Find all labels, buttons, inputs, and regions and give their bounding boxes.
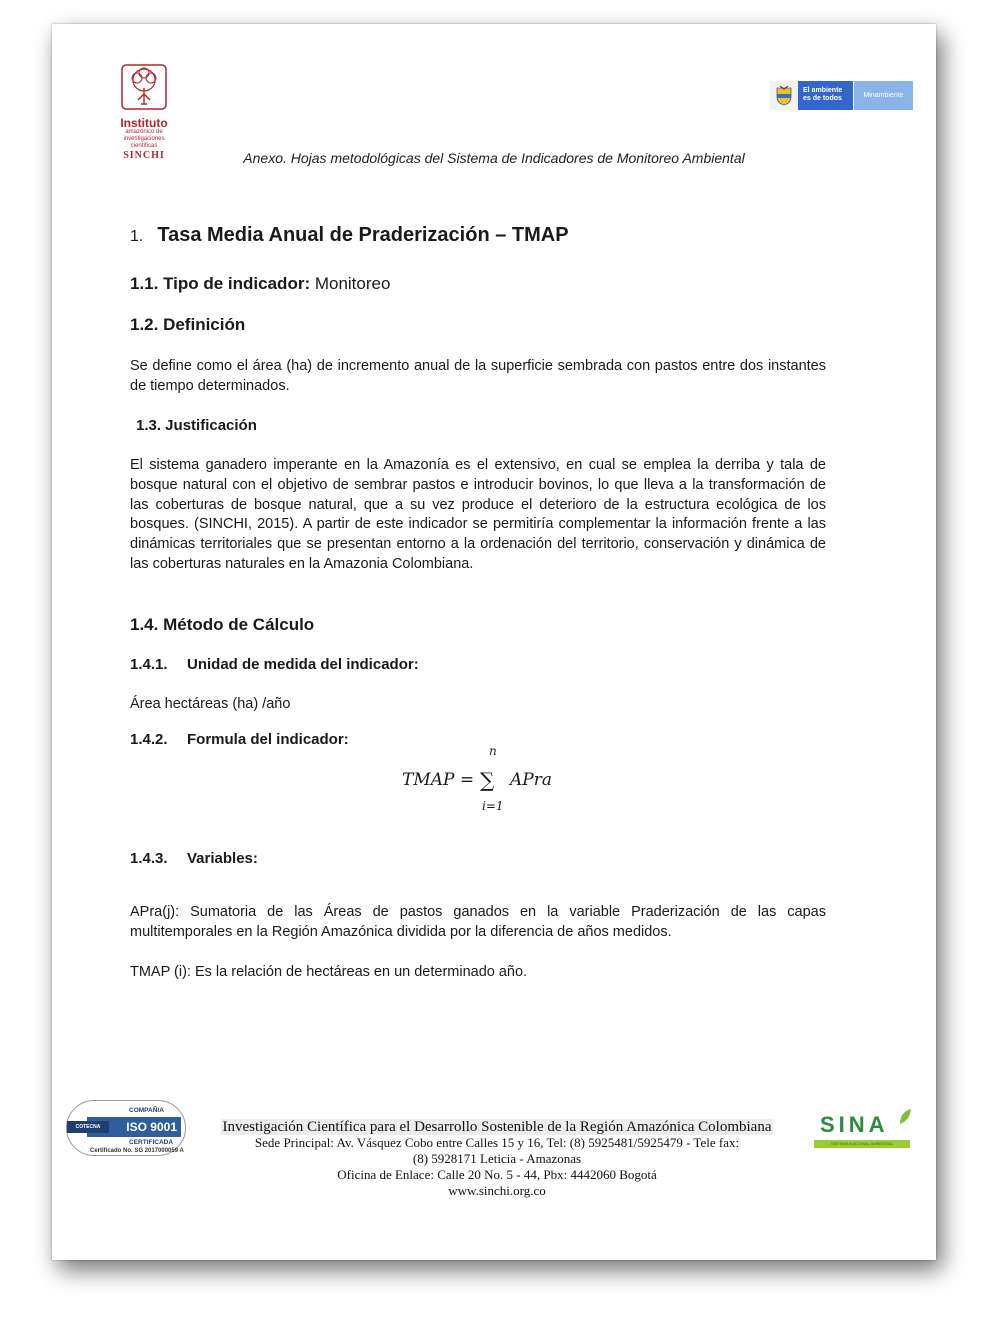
- footer-line-3: (8) 5928171 Leticia - Amazonas: [412, 1151, 582, 1166]
- section-1-4-3-title: Variables:: [187, 850, 258, 867]
- tmap-formula: [392, 744, 592, 844]
- formula-upper-limit: n: [489, 744, 497, 758]
- footer-line-1: Investigación Científica para el Desarrollo Sostenible de la Región Amazónica Colombiana: [222, 1119, 772, 1135]
- iso-logo-top: COMPAÑIA: [129, 1107, 164, 1114]
- section-1-4-1-number: 1.4.1.: [130, 656, 168, 673]
- sina-logo: [814, 1112, 912, 1150]
- section-1-4-3-heading: [130, 850, 258, 867]
- footer-line-2: Sede Principal: Av. Vásquez Cobo entre Calles 15 y 16, Tel: (8) 5925481/5925479 - Tele fax:: [254, 1135, 740, 1150]
- formula-lhs: TMAP =: [402, 770, 475, 790]
- variable-tmap-text: TMAP (i): Es la relación de hectáreas en un determinado año.: [130, 964, 528, 980]
- section-1-heading: [130, 224, 569, 247]
- variable-apra-text: APra(j): Sumatoria de las Áreas de pastos ganados en la variable Praderización de las capas multitemporales en la Región Amazónica dividida por la diferencia de años medidos.: [130, 904, 826, 940]
- section-1-1-value: Monitoreo: [310, 274, 391, 293]
- section-1-3-heading: 1.3. Justificación: [136, 417, 257, 434]
- section-1-4-2-heading: [130, 731, 349, 748]
- section-1-3-text: El sistema ganadero imperante en la Amazonía es el extensivo, en cual se emplea la derriba y tala de bosque natural con el objetivo de sembrar pastos e introducir bovinos, lo que lleva a la transformación de las coberturas de bosque natural, que a su vez produce el deterioro de la estructura ecológica de los bosques. (SINCHI, 2015). A partir de este indicador se permitiría complementar la información frente a las dinámicas territoriales que se presentan entorno a la ordenación del territorio, conservación y dinámica de las coberturas naturales en la Amazonia Colombiana.: [130, 457, 826, 572]
- leaf-icon: [898, 1108, 912, 1126]
- section-1-title: Tasa Media Anual de Praderización – TMAP: [157, 224, 569, 246]
- footer-line-5: www.sinchi.org.co: [448, 1183, 546, 1198]
- section-1-1-label: 1.1. Tipo de indicador:: [130, 274, 311, 293]
- section-1-number: 1.: [130, 228, 144, 245]
- section-1-4-1-heading: [130, 656, 419, 673]
- annex-title: Anexo. Hojas metodológicas del Sistema de Indicadores de Monitoreo Ambiental: [243, 150, 745, 166]
- section-1-4-3-number: 1.4.3.: [130, 850, 168, 867]
- sinchi-logo: [112, 64, 176, 161]
- sina-logo-word: SINA: [820, 1112, 889, 1137]
- section-1-4-2-title: Formula del indicador:: [187, 731, 349, 748]
- footer-text: [202, 1119, 792, 1199]
- section-1-2-heading: 1.2. Definición: [130, 315, 246, 334]
- gov-logo-left: [798, 81, 853, 110]
- minambiente-logo: [770, 81, 913, 110]
- sinchi-logo-line2: amazónico de investigaciones científicas: [123, 129, 165, 149]
- gov-logo-text-2: es de todos: [803, 95, 842, 102]
- sinchi-logo-line1: Instituto: [120, 116, 168, 130]
- section-1-4-2-number: 1.4.2.: [130, 731, 168, 748]
- colombia-shield-icon: [770, 81, 798, 110]
- formula-rhs: APra: [510, 770, 552, 790]
- iso-certificate-number: Certificado No. SG 2017000059 A: [90, 1148, 184, 1154]
- tree-icon: [121, 64, 167, 110]
- gov-logo-text-1: El ambiente: [803, 87, 843, 94]
- section-1-4-heading: 1.4. Método de Cálculo: [130, 615, 315, 634]
- section-1-4-1-title: Unidad de medida del indicador:: [187, 656, 419, 673]
- iso-logo-bottom: CERTIFICADA: [129, 1139, 174, 1146]
- document-page: [52, 24, 936, 1260]
- footer-line-4: Oficina de Enlace: Calle 20 No. 5 - 44, Pbx: 4442060 Bogotá: [337, 1167, 657, 1182]
- sinchi-logo-line3: SINCHI: [123, 150, 165, 161]
- sina-logo-band: SISTEMA NACIONAL AMBIENTAL: [814, 1140, 910, 1148]
- formula-lower-limit: i=1: [482, 799, 504, 813]
- formula-sigma: ∑: [480, 768, 495, 792]
- section-1-2-text: Se define como el área (ha) de incremento anual de la superficie sembrada con pastos entre dos instantes de tiempo determinados.: [130, 358, 826, 394]
- section-1-4-1-text: Área hectáreas (ha) /año: [130, 696, 291, 712]
- iso-logo-mark: ISO 9001: [87, 1117, 181, 1137]
- iso-logo-company: COTECNA: [67, 1121, 109, 1133]
- gov-logo-right: Minambiente: [853, 81, 913, 110]
- section-1-1-heading: [130, 274, 390, 294]
